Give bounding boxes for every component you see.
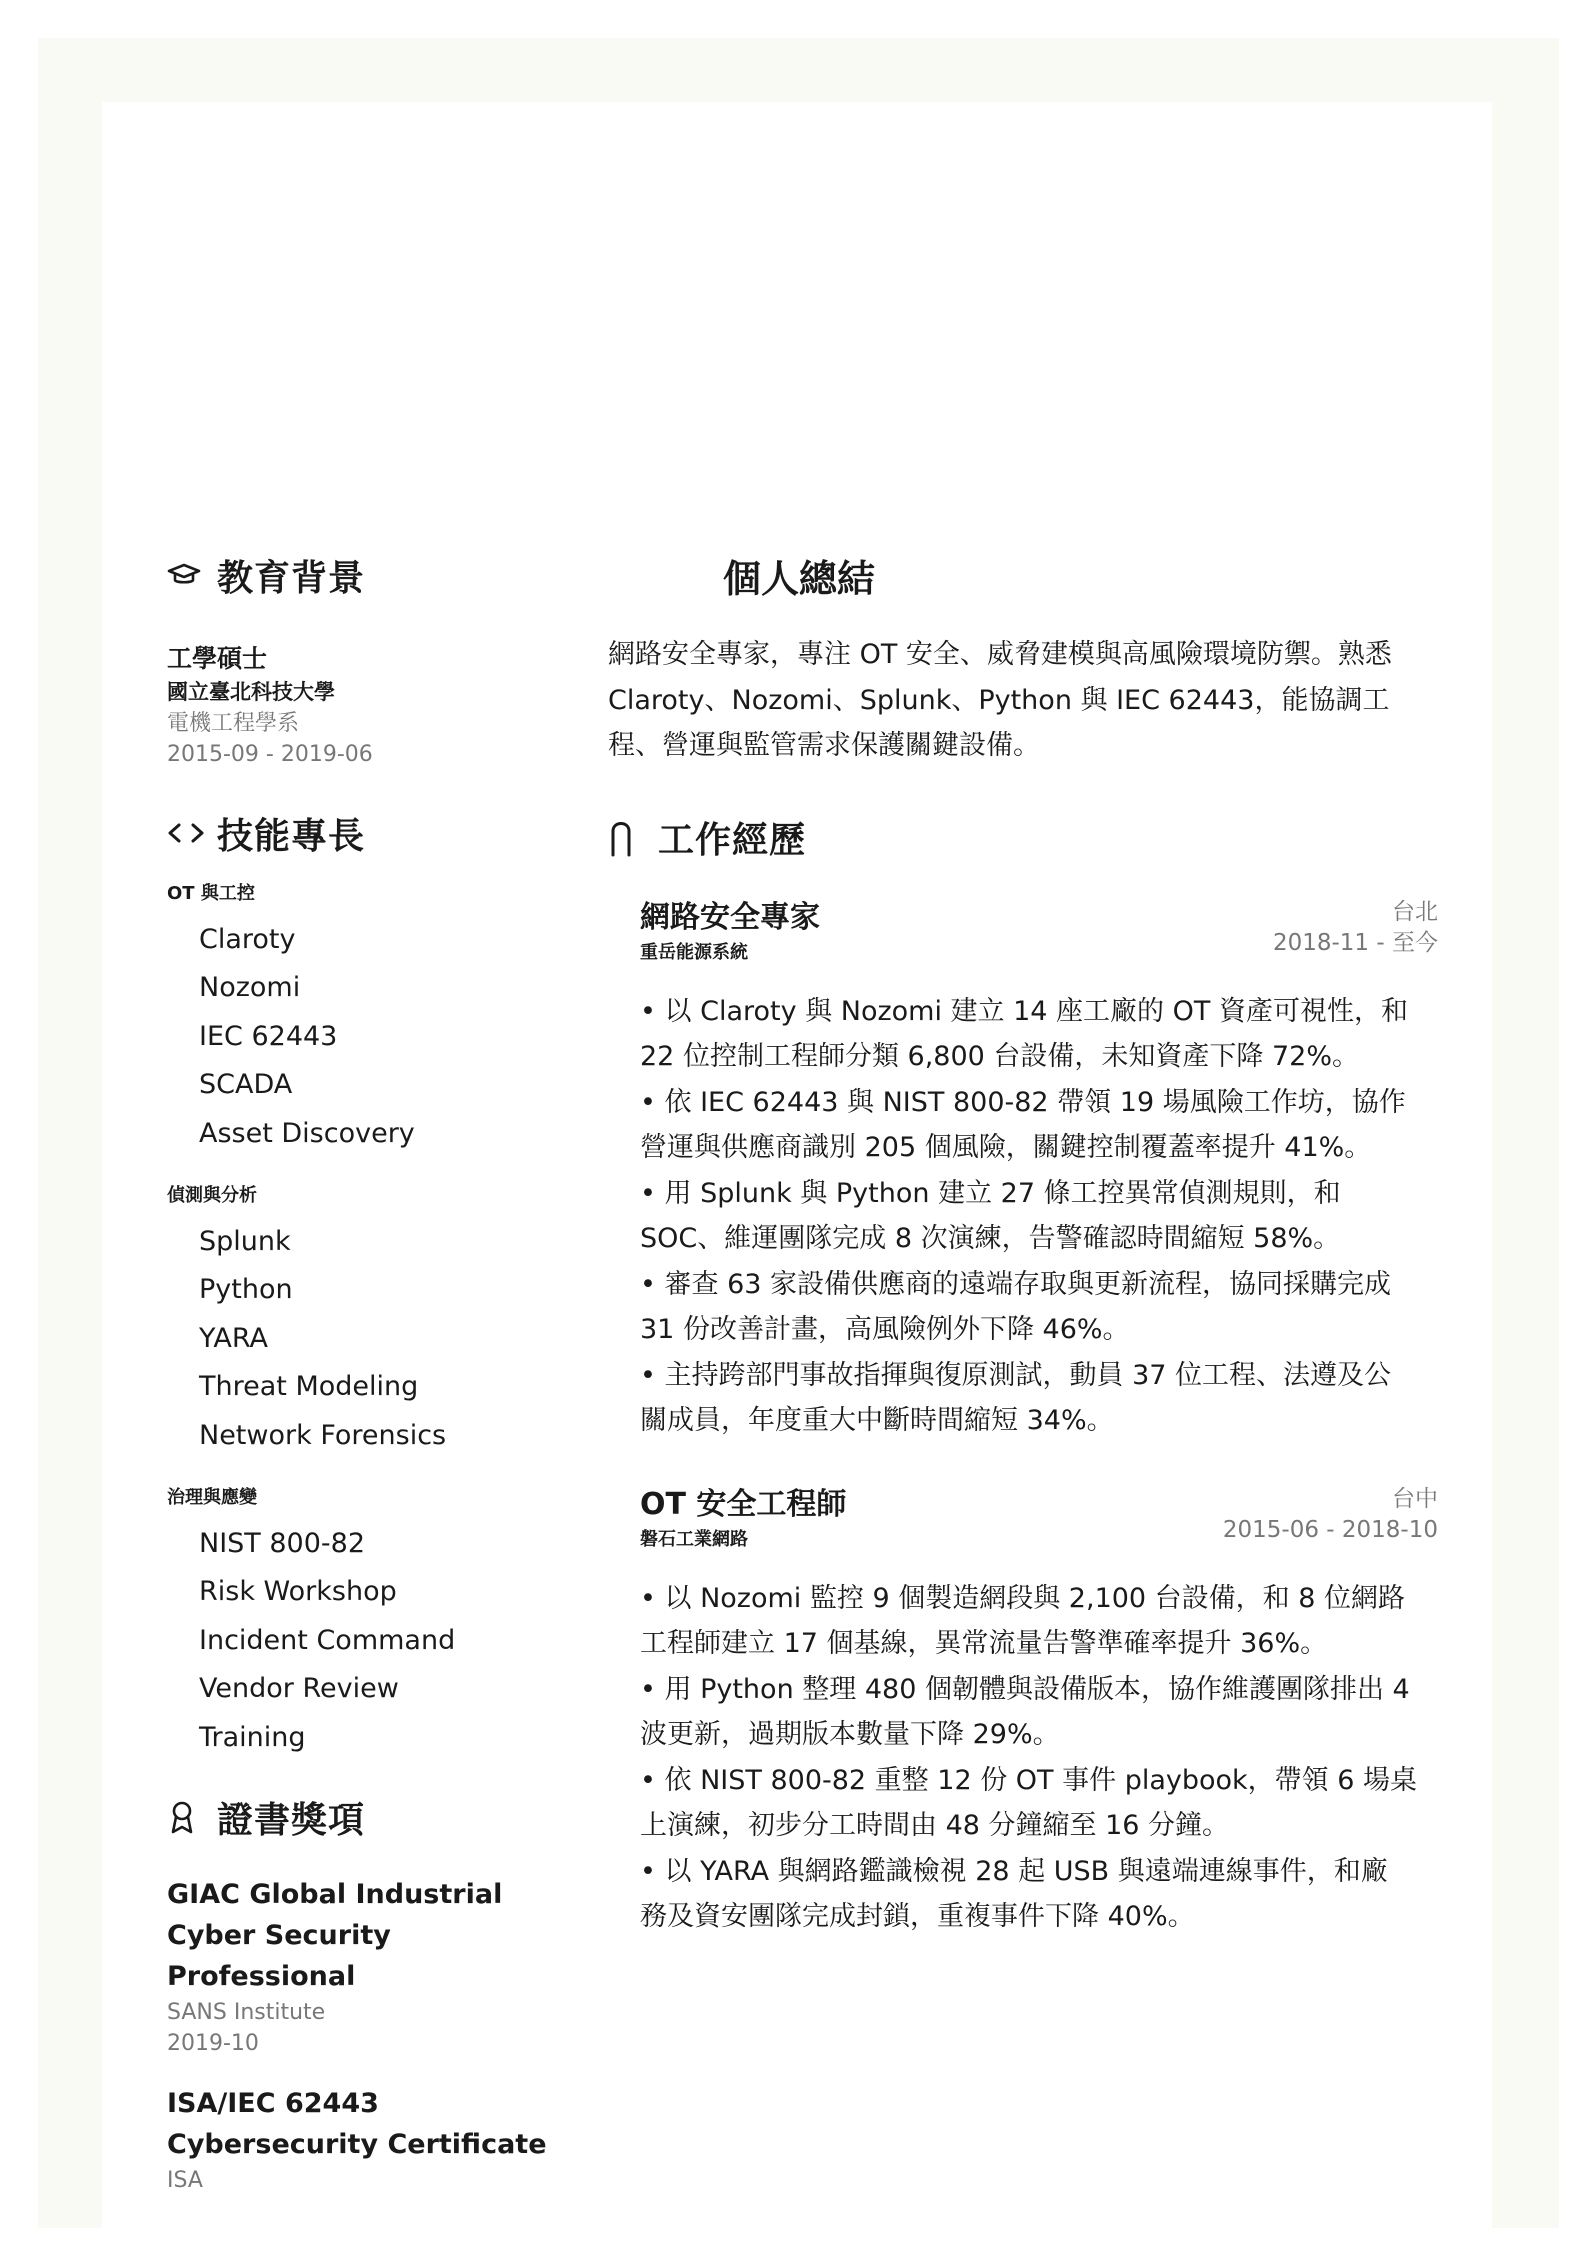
skill-item: SCADA — [199, 1069, 293, 1101]
job-bullet-line: 上演練，初步分工時間由 48 分鐘縮至 16 分鐘。 — [640, 1810, 1230, 1841]
job-title: OT 安全工程師 — [640, 1486, 847, 1522]
magnet-icon — [608, 818, 648, 858]
job-company: 磐石工業網路 — [640, 1528, 748, 1550]
certification-issuer: SANS Institute — [167, 2000, 326, 2026]
right-column — [608, 548, 1438, 1940]
job-meta — [1273, 897, 1438, 959]
experience-title: 工作經歷 — [658, 820, 807, 861]
skill-item: Vendor Review — [199, 1673, 399, 1705]
job-bullet-line: SOC、維運團隊完成 8 次演練，告警確認時間縮短 58%。 — [640, 1223, 1341, 1254]
skill-list — [167, 916, 587, 1158]
job-bullet-line: 務及資安團隊完成封鎖，重複事件下降 40%。 — [640, 1901, 1195, 1932]
skill-item: Risk Workshop — [199, 1576, 397, 1608]
summary-line: 程、營運與監管需求保護關鍵設備。 — [608, 730, 1040, 761]
skills-header — [167, 806, 587, 860]
job-meta — [1223, 1484, 1438, 1546]
skill-item: Python — [199, 1274, 293, 1306]
certifications-header — [167, 1790, 587, 1844]
job-location: 台北 — [1392, 898, 1438, 925]
skill-list — [167, 1520, 587, 1762]
skill-item: Claroty — [199, 924, 296, 955]
summary-title: 個人總結 — [723, 556, 876, 601]
summary-text — [608, 632, 1438, 769]
skill-category-name: 偵測與分析 — [167, 1185, 257, 1207]
job-entry — [640, 897, 1438, 1444]
job-bullet-line: • 審查 63 家設備供應商的遠端存取與更新流程，協同採購完成 — [640, 1268, 1392, 1300]
certification-name: Cybersecurity Certificate — [167, 2129, 547, 2161]
skill-category-name: OT 與工控 — [167, 883, 255, 904]
graduation-cap-icon — [167, 555, 207, 595]
job-bullet-line: • 用 Splunk 與 Python 建立 27 條工控異常偵測規則，和 — [640, 1177, 1341, 1209]
skill-item: Nozomi — [199, 972, 301, 1004]
job-bullet-line: • 依 NIST 800-82 重整 12 份 OT 事件 playbook，帶領 6 場桌 — [640, 1764, 1418, 1796]
certification-name: Cyber Security Professional — [167, 1920, 391, 1993]
skill-item: YARA — [199, 1322, 269, 1354]
job-bullet-line: • 主持跨部門事故指揮與復原測試，動員 37 位工程、法遵及公 — [640, 1359, 1392, 1391]
job-title: 網路安全專家 — [640, 899, 820, 935]
certification-item — [167, 1874, 587, 2059]
skill-item: Splunk — [199, 1226, 291, 1258]
certifications-title: 證書獎項 — [217, 1799, 366, 1841]
skill-category-name: 治理與應變 — [167, 1487, 257, 1509]
award-icon — [167, 1797, 207, 1837]
certification-issuer: ISA — [167, 2168, 203, 2194]
job-bullet-line: 關成員，年度重大中斷時間縮短 34%。 — [640, 1405, 1114, 1436]
certification-name: GIAC Global Industrial — [167, 1879, 503, 1911]
skill-category — [167, 1180, 587, 1460]
skill-item: Threat Modeling — [199, 1371, 419, 1403]
job-bullet-line: 營運與供應商識別 205 個風險，關鍵控制覆蓋率提升 41%。 — [640, 1132, 1372, 1163]
skill-item: Asset Discovery — [199, 1117, 415, 1149]
job-bullet-line: • 依 IEC 62443 與 NIST 800-82 帶領 19 場風險工作坊，協作 — [640, 1086, 1406, 1118]
job-bullet-line: 工程師建立 17 個基線，異常流量告警準確率提升 36%。 — [640, 1628, 1328, 1659]
job-period: 2018-11 - 至今 — [1272, 929, 1438, 956]
code-icon — [167, 813, 207, 853]
education-period: 2015-09 - 2019-06 — [167, 742, 373, 767]
skill-item: Training — [199, 1721, 306, 1753]
summary-line: 網路安全專家，專注 OT 安全、威脅建模與高風險環境防禦。熟悉 — [608, 639, 1392, 670]
left-column — [167, 548, 587, 2196]
education-department: 電機工程學系 — [167, 711, 300, 736]
skills-title: 技能專長 — [217, 815, 366, 857]
skill-item: Incident Command — [199, 1624, 456, 1656]
job-bullet-line: • 以 Nozomi 監控 9 個製造網段與 2,100 台設備，和 8 位網路 — [640, 1582, 1406, 1614]
job-header — [640, 897, 1438, 971]
job-bullet-line: • 以 Claroty 與 Nozomi 建立 14 座工廠的 OT 資產可視性，和 — [640, 995, 1408, 1027]
job-period: 2015-06 - 2018-10 — [1222, 1516, 1438, 1543]
summary-line: Claroty、Nozomi、Splunk、Python 與 IEC 62443，能協調工 — [608, 684, 1390, 716]
skill-category — [167, 878, 587, 1158]
job-bullet-line: 波更新，過期版本數量下降 29%。 — [640, 1719, 1060, 1750]
job-bullet-line: • 以 YARA 與網路鑑識檢視 28 起 USB 與遠端連線事件，和廠 — [640, 1855, 1388, 1887]
experience-header — [608, 811, 1438, 865]
skill-list — [167, 1218, 587, 1460]
skill-item: IEC 62443 — [199, 1020, 338, 1052]
job-header — [640, 1484, 1438, 1558]
education-header — [167, 548, 587, 602]
skill-item: NIST 800-82 — [199, 1528, 366, 1560]
certification-item — [167, 2083, 587, 2196]
education-degree: 工學碩士 — [167, 644, 268, 673]
education-title: 教育背景 — [217, 557, 366, 599]
job-company: 重岳能源系統 — [640, 941, 748, 963]
job-bullet-line: 22 位控制工程師分類 6,800 台設備，未知資產下降 72%。 — [640, 1041, 1359, 1072]
job-entry — [640, 1484, 1438, 1940]
job-bullets — [640, 989, 1438, 1444]
skill-item: Network Forensics — [199, 1419, 447, 1451]
job-bullet-line: 31 份改善計畫，高風險例外下降 46%。 — [640, 1314, 1130, 1345]
skill-category — [167, 1482, 587, 1762]
certification-date: 2019-10 — [167, 2031, 259, 2057]
education-school: 國立臺北科技大學 — [167, 680, 335, 704]
certification-name: ISA/IEC 62443 — [167, 2088, 379, 2120]
job-bullets — [640, 1576, 1438, 1940]
job-bullet-line: • 用 Python 整理 480 個韌體與設備版本，協作維護團隊排出 4 — [640, 1673, 1410, 1705]
job-location: 台中 — [1392, 1485, 1438, 1512]
